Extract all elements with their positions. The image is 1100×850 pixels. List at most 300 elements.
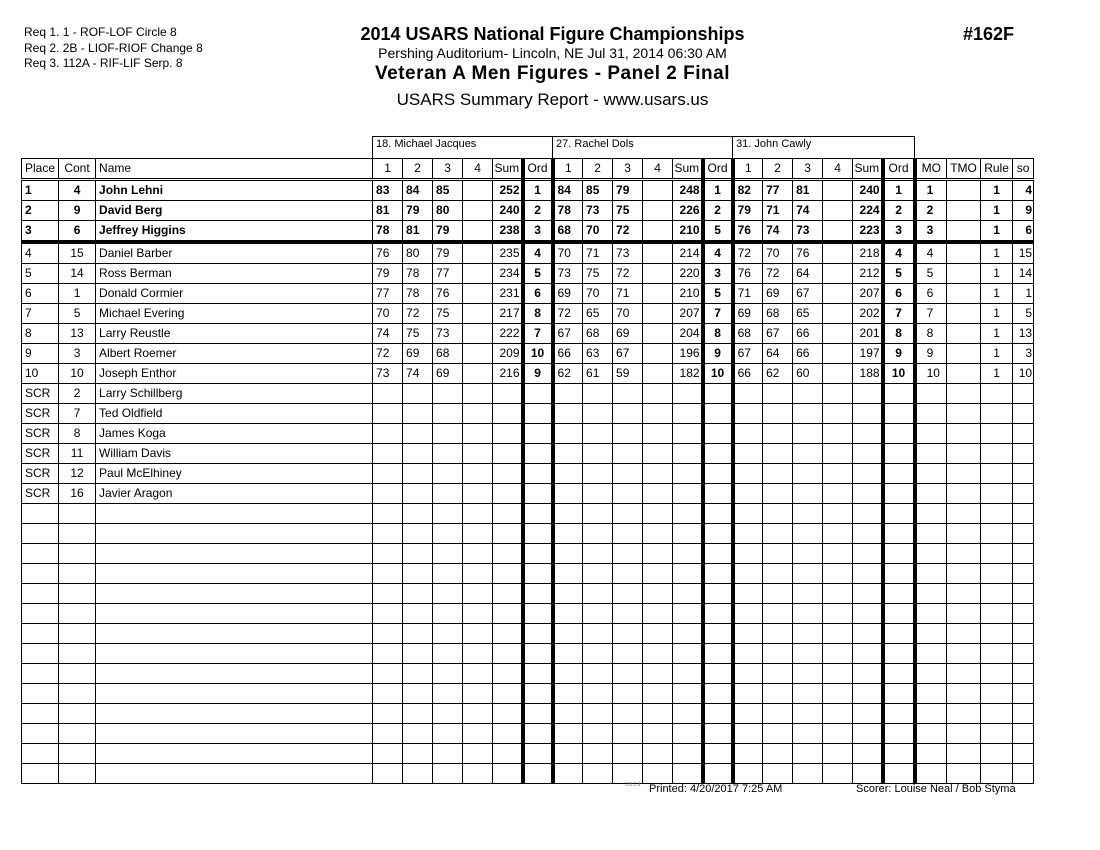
- judge1-ordinal-cell: [523, 664, 553, 684]
- judge3-ordinal-cell: [883, 504, 915, 524]
- judge2-fig3-cell: 70: [613, 304, 643, 324]
- majority-ordinal-cell: [915, 424, 947, 444]
- judge1-fig2-cell: [403, 684, 433, 704]
- place-cell: 9: [22, 344, 59, 364]
- judge2-sum-cell: [673, 604, 703, 624]
- judge3-fig1-cell: [733, 444, 763, 464]
- judge1-sum-cell: [493, 544, 523, 564]
- judge2-fig4-cell: [643, 704, 673, 724]
- judge3-fig2-cell: [763, 424, 793, 444]
- judge1-fig2-cell: [403, 404, 433, 424]
- judge2-fig3-cell: 69: [613, 324, 643, 344]
- result-row: [22, 242, 1034, 264]
- judge2-fig1-cell: 67: [553, 324, 583, 344]
- majority-ordinal-cell: [915, 464, 947, 484]
- rule-cell: 1: [981, 242, 1013, 264]
- contestant-number-cell: 13: [59, 324, 96, 344]
- judge1-ordinal-cell: 10: [523, 344, 553, 364]
- judge2-fig3-cell: [613, 644, 643, 664]
- judge1-sum-cell: [493, 584, 523, 604]
- judge1-fig4-cell: [463, 564, 493, 584]
- judge1-ordinal-cell: 1: [523, 180, 553, 201]
- judge3-fig3-cell: 65: [793, 304, 823, 324]
- result-row: [22, 264, 1034, 284]
- majority-ordinal-cell: 6: [915, 284, 947, 304]
- judge1-fig3-cell: [433, 564, 463, 584]
- judge2-fig3-cell: 67: [613, 344, 643, 364]
- judge2-sum-cell: 204: [673, 324, 703, 344]
- judge1-fig3-cell: [433, 624, 463, 644]
- place-cell: SCR: [22, 484, 59, 504]
- judge2-fig4-cell: [643, 180, 673, 201]
- skater-name-cell: [96, 524, 373, 544]
- judge1-sum-cell: [493, 484, 523, 504]
- skater-name-cell: David Berg: [96, 201, 373, 221]
- judge2-fig1-cell: [553, 564, 583, 584]
- contestant-number-cell: [59, 644, 96, 664]
- majority-ordinal-cell: [915, 564, 947, 584]
- skater-name-cell: [96, 604, 373, 624]
- judge3-fig1-cell: 79: [733, 201, 763, 221]
- judge1-fig1-cell: [373, 564, 403, 584]
- judge1-fig3-cell: 79: [433, 221, 463, 243]
- skating-order-cell: [1013, 644, 1034, 664]
- tie-majority-cell: [947, 504, 981, 524]
- judge3-ordinal-cell: 10: [883, 364, 915, 384]
- rule-cell: [981, 444, 1013, 464]
- skater-name-cell: Larry Schillberg: [96, 384, 373, 404]
- requirement-2: Req 2. 2B - LIOF-RIOF Change 8: [24, 40, 203, 55]
- judge3-sum-cell: 197: [853, 344, 883, 364]
- judge3-fig1-cell: [733, 604, 763, 624]
- judge1-fig3-cell: [433, 664, 463, 684]
- judge1-fig3-cell: [433, 744, 463, 764]
- judges-row: [22, 137, 1034, 159]
- skating-order-cell: [1013, 424, 1034, 444]
- contestant-number-cell: [59, 624, 96, 644]
- judge2-ordinal-cell: [703, 404, 733, 424]
- majority-ordinal-cell: [915, 744, 947, 764]
- judge2-fig2-cell: 71: [583, 242, 613, 264]
- place-cell: SCR: [22, 444, 59, 464]
- judge2-fig3-cell: [613, 404, 643, 424]
- judge2-sum-cell: 210: [673, 284, 703, 304]
- place-cell: 4: [22, 242, 59, 264]
- judge1-fig1-cell: [373, 644, 403, 664]
- judge3-ordinal-cell: 8: [883, 324, 915, 344]
- col-judge2-2: 2: [583, 159, 613, 180]
- place-cell: 7: [22, 304, 59, 324]
- requirement-3: Req 3. 112A - RIF-LIF Serp. 8: [24, 56, 183, 70]
- empty-row: [22, 544, 1034, 564]
- judge1-fig2-cell: 72: [403, 304, 433, 324]
- judge2-fig1-cell: [553, 664, 583, 684]
- empty-row: [22, 764, 1034, 784]
- place-cell: 3: [22, 221, 59, 243]
- judge3-sum-cell: 202: [853, 304, 883, 324]
- col-judge3-ord: Ord: [883, 159, 915, 180]
- judge1-fig2-cell: [403, 384, 433, 404]
- judge2-sum-cell: [673, 444, 703, 464]
- judge3-fig2-cell: [763, 464, 793, 484]
- skating-order-cell: [1013, 564, 1034, 584]
- contestant-number-cell: 1: [59, 284, 96, 304]
- judge1-fig1-cell: [373, 624, 403, 644]
- judge2-fig3-cell: [613, 484, 643, 504]
- judge2-ordinal-cell: [703, 764, 733, 784]
- judge3-fig2-cell: [763, 704, 793, 724]
- tie-majority-cell: [947, 364, 981, 384]
- judge3-fig4-cell: [823, 404, 853, 424]
- col-judge3-2: 2: [763, 159, 793, 180]
- tie-majority-cell: [947, 644, 981, 664]
- place-cell: [22, 584, 59, 604]
- judge2-sum-cell: [673, 524, 703, 544]
- judge2-ordinal-cell: [703, 664, 733, 684]
- judge3-ordinal-cell: [883, 464, 915, 484]
- result-row: [22, 384, 1034, 404]
- tie-majority-cell: [947, 384, 981, 404]
- skating-order-cell: [1013, 584, 1034, 604]
- place-cell: 1: [22, 180, 59, 201]
- judge1-fig1-cell: [373, 524, 403, 544]
- skating-order-cell: [1013, 524, 1034, 544]
- judge3-sum-cell: [853, 704, 883, 724]
- rule-cell: [981, 624, 1013, 644]
- judge2-fig4-cell: [643, 221, 673, 243]
- col-cont: Cont: [59, 159, 96, 180]
- contestant-number-cell: 15: [59, 242, 96, 264]
- judge1-fig4-cell: [463, 424, 493, 444]
- judge1-ordinal-cell: 9: [523, 364, 553, 384]
- skater-name-cell: Michael Evering: [96, 304, 373, 324]
- judge3-ordinal-cell: [883, 724, 915, 744]
- tie-majority-cell: [947, 201, 981, 221]
- judge1-sum-cell: [493, 724, 523, 744]
- judge1-ordinal-cell: 6: [523, 284, 553, 304]
- place-cell: [22, 624, 59, 644]
- judge1-ordinal-cell: 2: [523, 201, 553, 221]
- judge1-sum-cell: [493, 764, 523, 784]
- judge3-ordinal-cell: 2: [883, 201, 915, 221]
- judge3-fig1-cell: [733, 504, 763, 524]
- judge3-sum-cell: [853, 444, 883, 464]
- judge2-ordinal-cell: 5: [703, 284, 733, 304]
- judge2-sum-cell: 226: [673, 201, 703, 221]
- judge1-sum-cell: 231: [493, 284, 523, 304]
- rule-cell: [981, 384, 1013, 404]
- judge1-fig1-cell: [373, 424, 403, 444]
- judge2-fig1-cell: [553, 724, 583, 744]
- judge1-fig4-cell: [463, 444, 493, 464]
- judge3-sum-cell: [853, 624, 883, 644]
- judge1-fig2-cell: [403, 564, 433, 584]
- contestant-number-cell: [59, 704, 96, 724]
- skating-order-cell: 6: [1013, 221, 1034, 243]
- skater-name-cell: Ted Oldfield: [96, 404, 373, 424]
- judge1-ordinal-cell: [523, 484, 553, 504]
- skater-name-cell: Daniel Barber: [96, 242, 373, 264]
- judge2-ordinal-cell: 10: [703, 364, 733, 384]
- contestant-number-cell: [59, 524, 96, 544]
- judge1-fig3-cell: [433, 384, 463, 404]
- judge2-fig4-cell: [643, 304, 673, 324]
- judge3-fig3-cell: 73: [793, 221, 823, 243]
- rule-cell: 1: [981, 364, 1013, 384]
- judge3-fig3-cell: [793, 404, 823, 424]
- col-judge2-sum: Sum: [673, 159, 703, 180]
- judge2-fig2-cell: [583, 664, 613, 684]
- judge2-ordinal-cell: [703, 704, 733, 724]
- judge2-ordinal-cell: [703, 624, 733, 644]
- rule-cell: [981, 664, 1013, 684]
- judge1-ordinal-cell: [523, 524, 553, 544]
- judge3-fig1-cell: [733, 464, 763, 484]
- col-judge1-sum: Sum: [493, 159, 523, 180]
- judge2-fig4-cell: [643, 264, 673, 284]
- majority-ordinal-cell: 1: [915, 180, 947, 201]
- judge1-fig2-cell: [403, 704, 433, 724]
- judge1-fig3-cell: 73: [433, 324, 463, 344]
- col-judge3-3: 3: [793, 159, 823, 180]
- skating-order-cell: [1013, 764, 1034, 784]
- judge2-ordinal-cell: 8: [703, 324, 733, 344]
- judge2-fig3-cell: [613, 544, 643, 564]
- judge3-fig3-cell: [793, 384, 823, 404]
- majority-ordinal-cell: [915, 684, 947, 704]
- judge3-fig1-cell: [733, 684, 763, 704]
- judge3-fig4-cell: [823, 544, 853, 564]
- event-number: #162F: [963, 24, 1015, 44]
- judge1-fig4-cell: [463, 764, 493, 784]
- judge3-fig2-cell: [763, 684, 793, 704]
- judge1-ordinal-cell: [523, 724, 553, 744]
- judge2-fig3-cell: 72: [613, 221, 643, 243]
- judge1-fig3-cell: [433, 764, 463, 784]
- skating-order-cell: [1013, 684, 1034, 704]
- judge1-fig1-cell: [373, 544, 403, 564]
- judge3-fig4-cell: [823, 744, 853, 764]
- judge3-fig3-cell: [793, 504, 823, 524]
- rule-cell: [981, 764, 1013, 784]
- result-row: [22, 484, 1034, 504]
- skater-name-cell: John Lehni: [96, 180, 373, 201]
- judge1-fig1-cell: 76: [373, 242, 403, 264]
- judge1-sum-cell: [493, 384, 523, 404]
- place-cell: [22, 604, 59, 624]
- skater-name-cell: Donald Cormier: [96, 284, 373, 304]
- judge3-fig1-cell: [733, 704, 763, 724]
- judge1-fig2-cell: [403, 464, 433, 484]
- judge3-fig3-cell: 67: [793, 284, 823, 304]
- majority-ordinal-cell: 3: [915, 221, 947, 243]
- judge1-fig1-cell: 74: [373, 324, 403, 344]
- rule-cell: 1: [981, 264, 1013, 284]
- judge1-fig4-cell: [463, 404, 493, 424]
- skater-name-cell: Ross Berman: [96, 264, 373, 284]
- judge2-sum-cell: 182: [673, 364, 703, 384]
- judge1-sum-cell: [493, 684, 523, 704]
- requirement-1: Req 1. 1 - ROF-LOF Circle 8: [24, 25, 177, 39]
- judge1-ordinal-cell: [523, 424, 553, 444]
- judge1-fig1-cell: [373, 764, 403, 784]
- judge1-fig4-cell: [463, 744, 493, 764]
- judge1-fig4-cell: [463, 644, 493, 664]
- skater-name-cell: Javier Aragon: [96, 484, 373, 504]
- judge2-ordinal-cell: [703, 544, 733, 564]
- judge3-sum-cell: [853, 564, 883, 584]
- empty-row: [22, 504, 1034, 524]
- judge1-fig2-cell: [403, 524, 433, 544]
- skating-order-cell: [1013, 604, 1034, 624]
- rule-cell: [981, 744, 1013, 764]
- report-title: 2014 USARS National Figure Championships: [360, 24, 745, 44]
- result-row: [22, 424, 1034, 444]
- judge3-fig3-cell: 66: [793, 344, 823, 364]
- judge2-fig1-cell: [553, 704, 583, 724]
- judge1-ordinal-cell: [523, 604, 553, 624]
- judge2-fig4-cell: [643, 524, 673, 544]
- judge2-fig4-cell: [643, 664, 673, 684]
- judge2-fig3-cell: 79: [613, 180, 643, 201]
- judge3-fig2-cell: [763, 524, 793, 544]
- judge1-fig2-cell: [403, 764, 433, 784]
- tie-majority-cell: [947, 524, 981, 544]
- judge2-ordinal-cell: [703, 384, 733, 404]
- judge3-fig3-cell: [793, 664, 823, 684]
- judge1-ordinal-cell: 5: [523, 264, 553, 284]
- judge-2-label: 27. Rachel Dols: [553, 137, 733, 159]
- judge1-fig1-cell: 77: [373, 284, 403, 304]
- judge2-fig3-cell: 75: [613, 201, 643, 221]
- skater-name-cell: William Davis: [96, 444, 373, 464]
- rule-cell: [981, 504, 1013, 524]
- majority-ordinal-cell: [915, 504, 947, 524]
- contestant-number-cell: [59, 684, 96, 704]
- judge1-fig3-cell: 68: [433, 344, 463, 364]
- judge1-fig4-cell: [463, 264, 493, 284]
- tie-majority-cell: [947, 242, 981, 264]
- skater-name-cell: [96, 564, 373, 584]
- judge3-fig1-cell: [733, 584, 763, 604]
- judge3-fig2-cell: 77: [763, 180, 793, 201]
- judge2-sum-cell: [673, 404, 703, 424]
- judge3-fig3-cell: [793, 684, 823, 704]
- rule-cell: [981, 424, 1013, 444]
- judge1-fig1-cell: [373, 464, 403, 484]
- judge3-fig4-cell: [823, 764, 853, 784]
- judge3-fig3-cell: [793, 584, 823, 604]
- judge3-fig1-cell: 66: [733, 364, 763, 384]
- judge2-fig4-cell: [643, 604, 673, 624]
- judge2-fig2-cell: [583, 604, 613, 624]
- rule-cell: [981, 464, 1013, 484]
- result-row: [22, 464, 1034, 484]
- judge2-fig1-cell: 70: [553, 242, 583, 264]
- judge1-fig2-cell: [403, 624, 433, 644]
- majority-ordinal-cell: [915, 584, 947, 604]
- rule-cell: [981, 604, 1013, 624]
- judge2-fig4-cell: [643, 564, 673, 584]
- judge2-sum-cell: [673, 424, 703, 444]
- judge1-fig4-cell: [463, 504, 493, 524]
- contestant-number-cell: [59, 724, 96, 744]
- skating-order-cell: [1013, 624, 1034, 644]
- judge1-fig1-cell: [373, 384, 403, 404]
- rule-cell: [981, 724, 1013, 744]
- judge3-sum-cell: [853, 384, 883, 404]
- judge1-fig4-cell: [463, 384, 493, 404]
- judge2-sum-cell: [673, 744, 703, 764]
- judge1-fig4-cell: [463, 344, 493, 364]
- contestant-number-cell: 3: [59, 344, 96, 364]
- judge2-ordinal-cell: 9: [703, 344, 733, 364]
- judge1-fig4-cell: [463, 201, 493, 221]
- tie-majority-cell: [947, 264, 981, 284]
- judge2-fig1-cell: 66: [553, 344, 583, 364]
- skating-order-cell: 14: [1013, 264, 1034, 284]
- judge2-ordinal-cell: 1: [703, 180, 733, 201]
- judge3-sum-cell: [853, 684, 883, 704]
- contestant-number-cell: 11: [59, 444, 96, 464]
- contestant-number-cell: [59, 604, 96, 624]
- judge2-fig4-cell: [643, 464, 673, 484]
- judge2-fig4-cell: [643, 724, 673, 744]
- judge2-fig4-cell: [643, 484, 673, 504]
- judge3-fig2-cell: [763, 544, 793, 564]
- empty-row: [22, 684, 1034, 704]
- judge3-fig1-cell: 76: [733, 264, 763, 284]
- judge1-fig4-cell: [463, 684, 493, 704]
- result-row: [22, 201, 1034, 221]
- judge1-fig4-cell: [463, 304, 493, 324]
- judge3-fig1-cell: [733, 544, 763, 564]
- judge3-fig1-cell: [733, 424, 763, 444]
- judge3-fig2-cell: 70: [763, 242, 793, 264]
- judge1-fig1-cell: [373, 444, 403, 464]
- col-judge2-1: 1: [553, 159, 583, 180]
- judge2-sum-cell: [673, 724, 703, 744]
- judge3-ordinal-cell: [883, 384, 915, 404]
- rule-cell: [981, 684, 1013, 704]
- judge1-fig3-cell: 69: [433, 364, 463, 384]
- judge2-ordinal-cell: [703, 644, 733, 664]
- majority-ordinal-cell: [915, 644, 947, 664]
- place-cell: [22, 724, 59, 744]
- judge1-fig2-cell: [403, 444, 433, 464]
- judge2-ordinal-cell: 4: [703, 242, 733, 264]
- judge1-ordinal-cell: [523, 544, 553, 564]
- judge2-fig3-cell: 71: [613, 284, 643, 304]
- judge3-fig2-cell: [763, 504, 793, 524]
- judge3-sum-cell: [853, 504, 883, 524]
- majority-ordinal-cell: [915, 404, 947, 424]
- judge1-fig2-cell: [403, 424, 433, 444]
- judge3-fig3-cell: 74: [793, 201, 823, 221]
- judge3-sum-cell: [853, 424, 883, 444]
- judge3-fig4-cell: [823, 484, 853, 504]
- skater-name-cell: Larry Reustle: [96, 324, 373, 344]
- judge2-fig1-cell: 72: [553, 304, 583, 324]
- tie-majority-cell: [947, 324, 981, 344]
- judge1-fig4-cell: [463, 324, 493, 344]
- skating-order-cell: [1013, 464, 1034, 484]
- judge2-fig3-cell: [613, 424, 643, 444]
- judge3-fig3-cell: [793, 444, 823, 464]
- skating-order-cell: [1013, 724, 1034, 744]
- judge3-fig2-cell: [763, 584, 793, 604]
- tie-majority-cell: [947, 221, 981, 243]
